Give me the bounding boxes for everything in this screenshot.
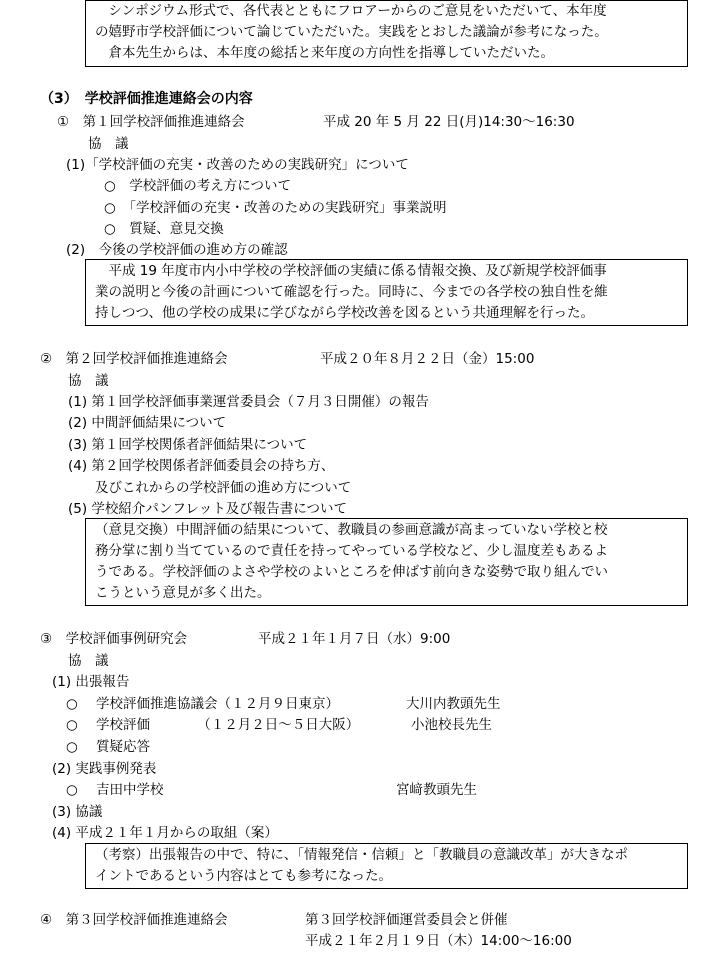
bullet-mark: ○ bbox=[66, 696, 78, 712]
summary-line: （意見交換）中間評価の結果について、教職員の参画意識が高まっていない学校と校 bbox=[95, 522, 608, 538]
trip-person: 大川内教頭先生 bbox=[406, 696, 501, 712]
meeting-2-date: 平成２０年８月２２日（金）15:00 bbox=[320, 351, 535, 367]
bullet-mark: ○ bbox=[66, 739, 78, 755]
trip-name: 学校評価 （１２月２日～５日大阪） bbox=[96, 717, 360, 733]
summary-line: こうという意見が多く出た。 bbox=[95, 585, 271, 601]
summary-line: 業の説明と今後の計画について確認を行った。同時に、今までの各学校の独自性を維 bbox=[95, 284, 608, 300]
meeting-1-subitem: ○ 「学校評価の充実・改善のための実践研究」事業説明 bbox=[104, 200, 447, 216]
meeting-4-joint: 第３回学校評価運営委員会と併催 bbox=[305, 912, 508, 928]
summary-line: うである。学校評価のよさや学校のよいところを伸ばす前向きな姿勢で取り組んでい bbox=[95, 564, 608, 580]
summary-line: 持しつつ、他の学校の成果に学びながら学校改善を図るという共通理解を行った。 bbox=[95, 305, 594, 321]
trip-person: 小池校長先生 bbox=[411, 717, 492, 733]
meeting-2-item: 及びこれからの学校評価の進め方について bbox=[68, 480, 352, 496]
meeting-1-item-1: (1)「学校評価の充実・改善のための実践研究」について bbox=[66, 157, 409, 173]
meeting-3-item-3: (3) 協議 bbox=[52, 804, 103, 820]
meeting-1-subitem: ○ 学校評価の考え方について bbox=[104, 178, 292, 194]
summary-line: （考察）出張報告の中で、特に、「情報発信・信頼」と「教職員の意識改革」が大きなポ bbox=[95, 847, 628, 863]
meeting-1-agenda: 協 議 bbox=[88, 136, 129, 152]
meeting-1-item-2: (2) 今後の学校評価の進め方の確認 bbox=[66, 242, 288, 258]
meeting-2-item: (3) 第１回学校関係者評価結果について bbox=[68, 437, 308, 453]
summary-line: 平成 19 年度市内小中学校の学校評価の実績に係る情報交換、及び新規学校評価事 bbox=[95, 263, 607, 279]
meeting-2-item: (2) 中間評価結果について bbox=[68, 415, 227, 431]
meeting-1-title: ① 第１回学校評価推進連絡会 bbox=[57, 114, 245, 130]
meeting-3-agenda: 協 議 bbox=[68, 653, 109, 669]
summary-line: 務分掌に割り当てているので責任を持ってやっている学校など、少し温度差もあるよ bbox=[95, 543, 608, 559]
meeting-3-date: 平成２１年１月７日（水）9:00 bbox=[258, 631, 451, 647]
meeting-4-title: ④ 第３回学校評価推進連絡会 bbox=[40, 912, 228, 928]
meeting-3-item-4: (4) 平成２１年１月からの取組（案） bbox=[52, 825, 278, 841]
meeting-4-date: 平成２１年２月１９日（木）14:00～16:00 bbox=[305, 933, 572, 949]
meeting-2-agenda: 協 議 bbox=[68, 373, 109, 389]
summary-line: 倉本先生からは、本年度の総括と来年度の方向性を指導していただいた。 bbox=[95, 45, 554, 61]
meeting-3-title: ③ 学校評価事例研究会 bbox=[40, 631, 188, 647]
summary-line: の嬉野市学校評価について論じていただいた。実践をとおした議論が参考になった。 bbox=[95, 24, 608, 40]
meeting-1-date: 平成 20 年 5 月 22 日(月)14:30～16:30 bbox=[323, 114, 575, 130]
section-heading: （3） 学校評価推進連絡会の内容 bbox=[40, 91, 253, 107]
meeting-3-item-2: (2) 実践事例発表 bbox=[52, 761, 157, 777]
meeting-3-item-1: (1) 出張報告 bbox=[52, 674, 130, 690]
bullet-mark: ○ bbox=[66, 782, 78, 798]
practice-person: 宮﨑教頭先生 bbox=[396, 782, 477, 798]
practice-school: 吉田中学校 bbox=[96, 782, 164, 798]
meeting-1-subitem: ○ 質疑、意見交換 bbox=[104, 221, 224, 237]
trip-name: 質疑応答 bbox=[96, 739, 150, 755]
meeting-2-item: (5) 学校紹介パンフレット及び報告書について bbox=[68, 501, 347, 517]
meeting-2-title: ② 第２回学校評価推進連絡会 bbox=[40, 351, 228, 367]
trip-name: 学校評価推進協議会（１２月９日東京） bbox=[96, 696, 339, 712]
summary-line: イントであるという内容はとても参考になった。 bbox=[95, 868, 392, 884]
bullet-mark: ○ bbox=[66, 717, 78, 733]
meeting-2-item: (1) 第１回学校評価事業運営委員会（７月３日開催）の報告 bbox=[68, 394, 429, 410]
summary-line: シンポジウム形式で、各代表とともにフロアーからのご意見をいただいて、本年度 bbox=[95, 3, 607, 19]
meeting-2-item: (4) 第２回学校関係者評価委員会の持ち方、 bbox=[68, 458, 335, 474]
